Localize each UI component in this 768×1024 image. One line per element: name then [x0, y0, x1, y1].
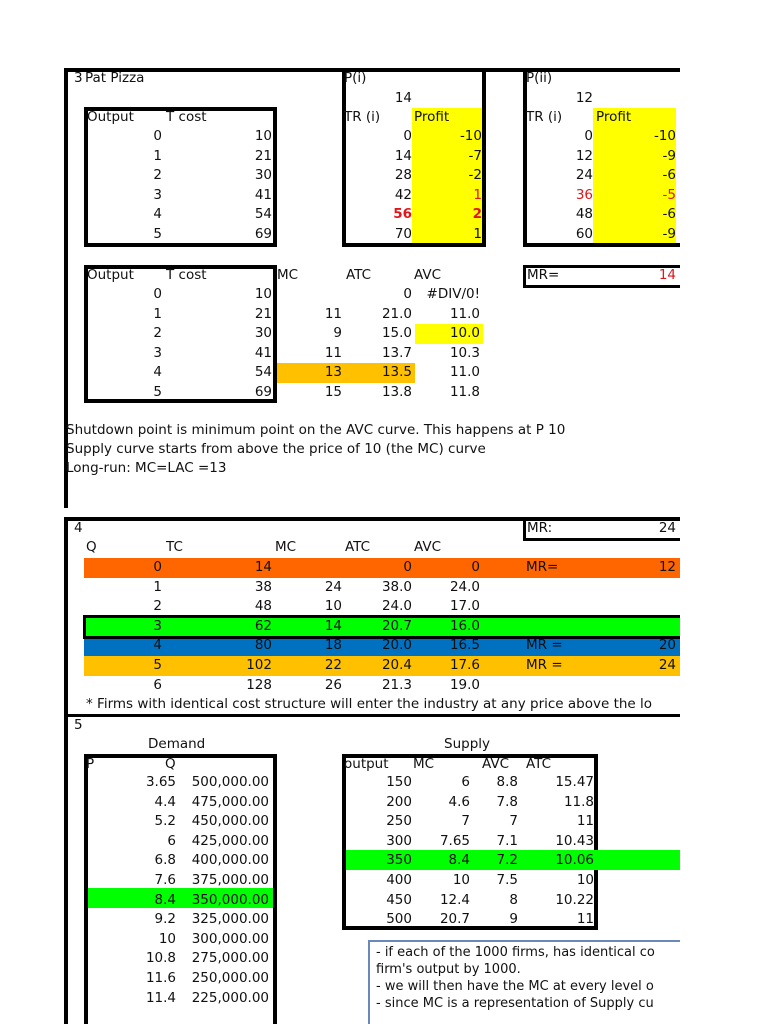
s3-profit-i-cell: -7 — [468, 147, 482, 164]
s4-side-value-cell — [620, 578, 676, 597]
s4-left-rule — [64, 517, 68, 717]
s3-t2-mc-cell: 11 — [324, 305, 342, 322]
s3-t1-tcost-cell: 54 — [254, 206, 272, 223]
s4-side-value-cell: 12 — [658, 559, 676, 575]
s5-supply-output-cell: 300 — [386, 832, 412, 849]
s5-supply-output-cell: 400 — [386, 872, 412, 888]
s5-demand-q-cell: 425,000.00 — [191, 832, 269, 849]
s5-label: 5 — [74, 717, 83, 733]
s4-mc-cell: 18 — [324, 637, 342, 654]
s3-mr-label: MR= — [527, 267, 560, 283]
s3-t2-mc-cell: 11 — [324, 344, 342, 361]
s5-note-line-1: - if each of the 1000 firms, has identical co — [376, 945, 655, 960]
s4-avc-cell: 24.0 — [449, 578, 480, 595]
s4-header-tc: TC — [166, 539, 183, 555]
s3-tr-i-cell: 0 — [403, 128, 412, 144]
s3-tr-i-cell: 42 — [394, 186, 412, 203]
s4-atc-cell: 20.4 — [381, 657, 412, 673]
s5-demand-q-cell: 500,000.00 — [191, 774, 269, 790]
s4-avc-cell: 17.0 — [449, 598, 480, 615]
s5-demand-q-cell: 225,000.00 — [191, 989, 269, 1006]
s3-profit-i-header: Profit — [414, 109, 450, 125]
s4-mc-cell: 10 — [324, 598, 342, 615]
s5-demand-title: Demand — [148, 736, 206, 752]
s5-demand-q-cell: 300,000.00 — [191, 930, 269, 947]
s5-supply-avc-cell: 7 — [509, 813, 518, 830]
s3-t2-atc-cell: 13.8 — [381, 384, 412, 400]
s3-profit-ii-header: Profit — [596, 109, 632, 125]
s5-demand-q-cell: 350,000.00 — [191, 891, 269, 908]
s5-supply-mc-cell: 7 — [461, 813, 470, 830]
s4-q-cell: 1 — [153, 578, 162, 595]
s4-side-value-cell: 24 — [658, 657, 676, 673]
s4-side-label-cell — [526, 597, 586, 616]
s3-t2-output-cell: 3 — [153, 344, 162, 361]
s4-atc-cell: 0 — [403, 559, 412, 575]
s4-header-avc: AVC — [414, 539, 442, 555]
s5-supply-header-atc: ATC — [526, 756, 552, 772]
s4-footnote: * Firms with identical cost structure will enter the industry at any price above the lo — [86, 696, 653, 712]
s3-t2-output-cell: 0 — [153, 286, 162, 302]
s4-q-cell: 2 — [153, 598, 162, 615]
s4-atc-cell: 20.7 — [381, 617, 412, 634]
s4-side-label-cell: MR = — [526, 657, 563, 673]
s5-supply-atc-cell: 10.43 — [555, 832, 594, 849]
s3-t2-mc-cell: 9 — [333, 325, 342, 342]
s5-supply-atc-cell: 15.47 — [555, 774, 594, 790]
s3-profit-i-cell: 1 — [473, 186, 482, 203]
s4-side-value-cell — [620, 676, 676, 695]
s3-tr-ii-cell: 12 — [575, 147, 593, 164]
s4-q-cell: 0 — [153, 559, 162, 575]
s4-tc-cell: 128 — [246, 676, 272, 693]
s5-demand-p-cell: 6.8 — [154, 852, 176, 869]
s4-side-label-cell — [526, 617, 586, 636]
s5-note-line-3: - we will then have the MC at every level o — [376, 979, 654, 994]
s3-tr-ii-header: TR (i) — [526, 109, 563, 125]
s3-tr-i-cell: 70 — [394, 226, 412, 242]
s4-mc-cell: 22 — [324, 657, 342, 673]
s3-profit-i-cell: 1 — [473, 226, 482, 242]
s5-top-rule — [64, 714, 768, 717]
s3-t2-avc-cell: #DIV/0! — [426, 286, 480, 302]
s4-tc-cell: 38 — [254, 578, 272, 595]
s3-t1-output-cell: 5 — [153, 226, 162, 242]
s3-note-1: Shutdown point is minimum point on the AVC curve. This happens at P 10 — [66, 422, 566, 438]
s3-t2-header-atc: ATC — [346, 267, 372, 283]
s4-header-atc: ATC — [345, 539, 371, 555]
s5-demand-p-cell: 11.4 — [145, 989, 176, 1006]
s5-demand-p-cell: 9.2 — [154, 911, 176, 928]
s5-demand-p-cell: 8.4 — [154, 891, 176, 908]
s3-t1-header-output: Output — [87, 109, 134, 125]
s3-profit-ii-cell: -6 — [662, 167, 676, 184]
s4-side-label-cell — [526, 578, 586, 597]
s3-tr-ii-cell: 24 — [575, 167, 593, 184]
s4-tc-cell: 102 — [246, 657, 272, 673]
s3-profit-ii-cell: -9 — [662, 147, 676, 164]
s5-supply-avc-cell: 7.8 — [496, 793, 518, 810]
s3-price-ii-label: P(ii) — [526, 70, 553, 86]
s5-supply-atc-cell: 11.8 — [563, 793, 594, 810]
s4-avc-cell: 16.5 — [449, 637, 480, 654]
s5-demand-q-cell: 325,000.00 — [191, 911, 269, 928]
s5-demand-p-cell: 7.6 — [154, 872, 176, 888]
s5-supply-avc-cell: 7.1 — [496, 832, 518, 849]
s5-demand-p-cell: 6 — [167, 832, 176, 849]
s5-supply-output-cell: 150 — [386, 774, 412, 790]
s3-t2-atc-cell: 13.7 — [381, 344, 412, 361]
s5-supply-output-cell: 500 — [386, 911, 412, 928]
s3-note-3: Long-run: MC=LAC =13 — [66, 460, 227, 476]
s3-t2-atc-cell: 21.0 — [381, 305, 412, 322]
s5-supply-mc-cell: 12.4 — [439, 891, 470, 908]
s4-mc-cell: 24 — [324, 578, 342, 595]
s4-side-label-cell: MR= — [526, 559, 559, 575]
s4-q-cell: 6 — [153, 676, 162, 693]
s3-profit-i-cell: 2 — [472, 206, 482, 223]
s5-supply-avc-cell: 8.8 — [496, 774, 518, 790]
s5-supply-mc-cell: 7.65 — [439, 832, 470, 849]
s3-t2-output-cell: 5 — [153, 384, 162, 400]
s5-demand-header-q: Q — [165, 756, 176, 772]
s4-mr-label: MR: — [527, 520, 553, 536]
s3-tr-ii-cell: 48 — [575, 206, 593, 223]
s4-mc-cell — [290, 558, 342, 577]
s4-atc-cell: 21.3 — [381, 676, 412, 693]
s3-mr-value: 14 — [658, 267, 676, 283]
s4-atc-cell: 20.0 — [381, 637, 412, 654]
s4-mc-cell: 26 — [324, 676, 342, 693]
s4-tc-cell: 62 — [254, 617, 272, 634]
s3-t2-tcost-cell: 21 — [254, 305, 272, 322]
s3-t2-output-cell: 4 — [153, 364, 162, 381]
s5-note-line-4: - since MC is a representation of Supply cu — [376, 996, 654, 1011]
s4-label: 4 — [74, 520, 83, 536]
s3-t2-avc-cell: 10.0 — [449, 325, 480, 342]
s5-supply-avc-cell: 7.5 — [496, 872, 518, 888]
s3-t2-atc-cell: 0 — [403, 286, 412, 302]
s3-title: Pat Pizza — [85, 70, 145, 86]
s5-supply-title: Supply — [444, 736, 491, 752]
s3-t1-tcost-cell: 41 — [254, 186, 272, 203]
s3-price-i-label: P(i) — [344, 70, 367, 86]
s5-supply-mc-cell: 4.6 — [448, 793, 470, 810]
s3-t1-tcost-cell: 21 — [254, 147, 272, 164]
s5-supply-atc-cell: 10 — [576, 872, 594, 888]
s4-side-label-cell: MR = — [526, 637, 563, 654]
s5-supply-atc-cell: 11 — [576, 911, 594, 928]
s5-supply-header-output: output — [344, 756, 389, 772]
s3-t1-output-cell: 0 — [153, 128, 162, 144]
s4-mr-value: 24 — [658, 520, 676, 536]
s4-header-mc: MC — [275, 539, 297, 555]
right-edge-mask — [680, 0, 768, 1024]
s3-tr-ii-cell: 36 — [575, 186, 593, 203]
s5-supply-avc-cell: 8 — [509, 891, 518, 908]
s4-avc-cell: 0 — [471, 559, 480, 575]
s3-t1-header-tcost: T cost — [166, 109, 207, 125]
s3-profit-i-cell: -10 — [459, 128, 482, 144]
s3-t2-avc-cell: 10.3 — [449, 344, 480, 361]
s4-side-value-cell: 20 — [658, 637, 676, 654]
s3-t2-atc-cell: 13.5 — [381, 364, 412, 381]
s3-tr-i-cell: 14 — [394, 147, 412, 164]
s3-t2-header-mc: MC — [277, 267, 299, 283]
s3-t2-output-cell: 1 — [153, 305, 162, 322]
s4-tc-cell: 14 — [254, 559, 272, 575]
s3-t2-mc-cell: 15 — [324, 384, 342, 400]
s4-side-label-cell — [526, 676, 586, 695]
s5-supply-mc-cell: 6 — [461, 774, 470, 790]
s3-t2-avc-cell: 11.0 — [449, 364, 480, 381]
s3-t1-tcost-cell: 30 — [254, 167, 272, 184]
s5-demand-p-cell: 3.65 — [145, 774, 176, 790]
s4-avc-cell: 19.0 — [449, 676, 480, 693]
s3-t2-header-output: Output — [87, 267, 134, 283]
s3-t2-output-cell: 2 — [153, 325, 162, 342]
s3-tr-i-cell: 28 — [394, 167, 412, 184]
s5-demand-q-cell: 475,000.00 — [191, 793, 269, 810]
s5-supply-atc-cell: 10.22 — [555, 891, 594, 908]
s3-tr-ii-cell: 60 — [575, 226, 593, 242]
s5-supply-output-cell: 250 — [386, 813, 412, 830]
s4-tc-cell: 80 — [254, 637, 272, 654]
s5-supply-output-cell: 450 — [386, 891, 412, 908]
s5-supply-header-avc: AVC — [482, 756, 510, 772]
s5-demand-header-p: P — [86, 756, 95, 772]
s4-q-cell: 5 — [153, 657, 162, 673]
s4-side-value-cell — [620, 617, 676, 636]
s4-side-value-cell — [620, 597, 676, 616]
s5-demand-p-cell: 10 — [158, 930, 176, 947]
s5-demand-q-cell: 450,000.00 — [191, 813, 269, 830]
s3-tr-i-header: TR (i) — [344, 109, 381, 125]
s5-supply-avc-cell: 9 — [509, 911, 518, 928]
s3-label: 3 — [74, 70, 83, 86]
s5-left-rule — [64, 714, 68, 1024]
s3-t2-tcost-cell: 54 — [254, 364, 272, 381]
s3-profit-ii-cell: -10 — [653, 128, 676, 144]
s3-t2-tcost-cell: 69 — [254, 384, 272, 400]
s3-t1-output-cell: 2 — [153, 167, 162, 184]
s5-supply-mc-cell: 8.4 — [448, 852, 470, 869]
s4-avc-cell: 17.6 — [449, 657, 480, 673]
s5-supply-avc-cell: 7.2 — [496, 852, 518, 869]
s3-t2-header-tcost: T cost — [166, 267, 207, 283]
s3-t2-tcost-cell: 10 — [254, 286, 272, 302]
s4-q-cell: 3 — [153, 617, 162, 634]
s5-demand-p-cell: 5.2 — [154, 813, 176, 830]
s3-t2-atc-cell: 15.0 — [381, 325, 412, 342]
s3-price-i-value: 14 — [394, 90, 412, 106]
s3-t2-tcost-cell: 30 — [254, 325, 272, 342]
s5-supply-output-cell: 350 — [386, 852, 412, 869]
s5-supply-atc-cell: 11 — [576, 813, 594, 830]
s3-tr-i-cell: 56 — [393, 206, 412, 223]
s5-note-line-2: firm's output by 1000. — [376, 962, 521, 977]
s4-atc-cell: 24.0 — [381, 598, 412, 615]
s3-t2-avc-cell: 11.0 — [449, 305, 480, 322]
s3-t1-tcost-cell: 69 — [254, 226, 272, 242]
s5-demand-q-cell: 375,000.00 — [191, 872, 269, 888]
s5-supply-header-mc: MC — [413, 756, 435, 772]
s4-mc-cell: 14 — [324, 617, 342, 634]
s3-note-2: Supply curve starts from above the price of 10 (the MC) curve — [66, 441, 486, 457]
s3-tr-ii-cell: 0 — [584, 128, 593, 144]
s5-supply-mc-cell: 10 — [452, 872, 470, 888]
s3-price-ii-value: 12 — [575, 90, 593, 106]
s3-profit-i-cell: -2 — [468, 167, 482, 184]
s4-atc-cell: 38.0 — [381, 578, 412, 595]
s3-t2-avc-cell: 11.8 — [449, 384, 480, 400]
s4-q-cell: 4 — [153, 637, 162, 654]
s5-demand-p-cell: 10.8 — [145, 950, 176, 967]
s3-profit-ii-cell: -9 — [662, 226, 676, 242]
s3-t1-output-cell: 3 — [153, 186, 162, 203]
s5-supply-output-cell: 200 — [386, 793, 412, 810]
s3-t1-output-cell: 1 — [153, 147, 162, 164]
s5-demand-q-cell: 400,000.00 — [191, 852, 269, 869]
s3-profit-ii-cell: -6 — [662, 206, 676, 223]
s3-t1-tcost-cell: 10 — [254, 128, 272, 144]
s3-t2-header-avc: AVC — [414, 267, 442, 283]
s5-demand-q-cell: 275,000.00 — [191, 950, 269, 967]
s5-supply-mc-cell: 20.7 — [439, 911, 470, 928]
s3-t1-output-cell: 4 — [153, 206, 162, 223]
s5-demand-p-cell: 11.6 — [145, 970, 176, 986]
s3-t2-mc-cell: 13 — [324, 364, 342, 381]
s5-supply-atc-cell: 10.06 — [555, 852, 594, 869]
s3-t2-tcost-cell: 41 — [254, 344, 272, 361]
s3-profit-ii-cell: -5 — [662, 186, 676, 203]
s4-header-q: Q — [86, 539, 97, 555]
s4-tc-cell: 48 — [254, 598, 272, 615]
s5-demand-p-cell: 4.4 — [154, 793, 176, 810]
s3-t2-mc-cell — [290, 285, 342, 304]
s4-avc-cell: 16.0 — [449, 617, 480, 634]
s5-demand-q-cell: 250,000.00 — [191, 970, 269, 986]
